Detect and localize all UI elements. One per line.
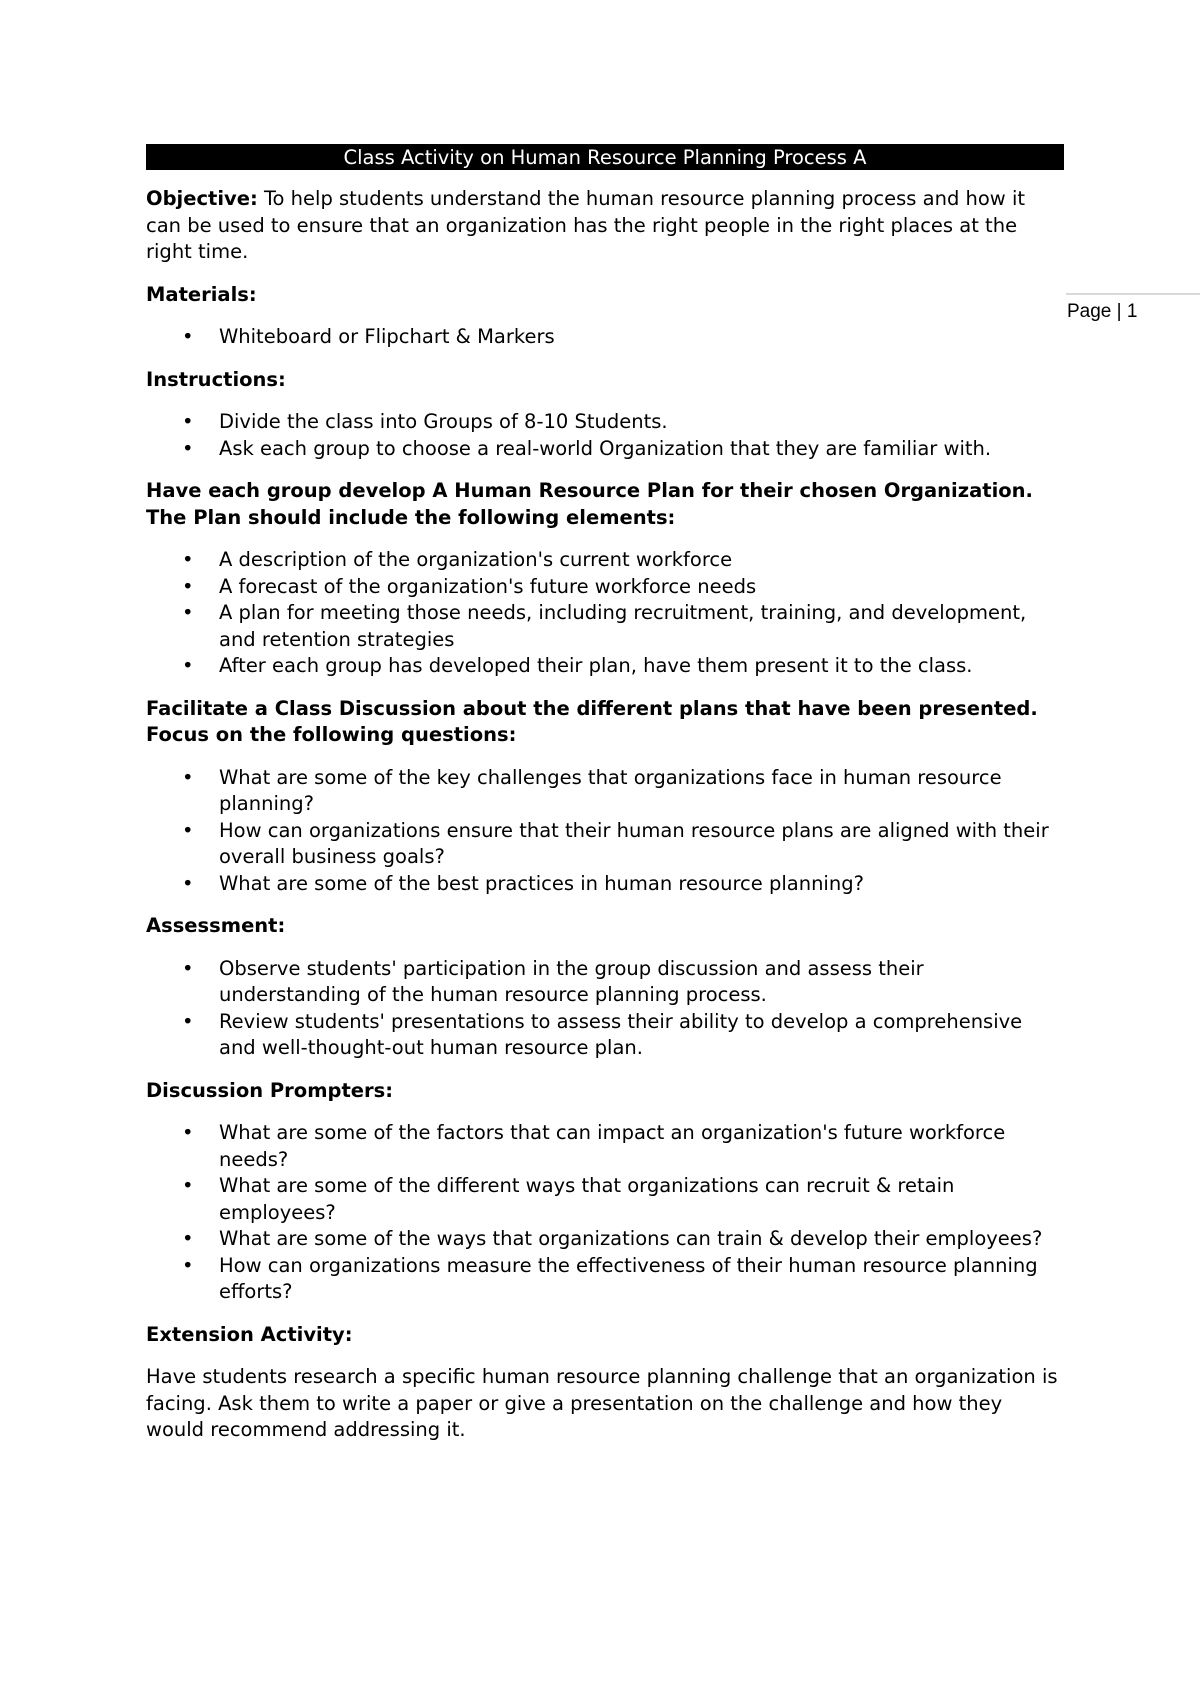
discussion-heading: Facilitate a Class Discussion about the different plans that have been presented. Focus on the following questions:	[146, 696, 1038, 746]
bullet-icon: •	[182, 410, 194, 433]
list-item	[146, 436, 1064, 463]
list-item-text: How can organizations measure the effectiveness of their human resource planning efforts?	[219, 1253, 1038, 1303]
discussion-list	[146, 765, 1064, 898]
extension-heading: Extension Activity:	[146, 1322, 353, 1346]
list-item-text: Divide the class into Groups of 8-10 Students.	[219, 410, 668, 433]
plan-list	[146, 547, 1064, 680]
list-item-text: A description of the organization's current workforce	[219, 548, 733, 571]
list-item-text: What are some of the ways that organizations can train & develop their employees?	[219, 1227, 1043, 1250]
bullet-icon: •	[182, 1121, 194, 1144]
bullet-icon: •	[182, 1227, 194, 1250]
materials-heading: Materials:	[146, 282, 257, 306]
list-item	[146, 574, 1064, 601]
instructions-list	[146, 409, 1064, 462]
bullet-icon: •	[182, 654, 194, 677]
list-item	[146, 1226, 1064, 1253]
list-item	[146, 324, 1064, 351]
list-item	[146, 956, 1064, 1009]
list-item-text: After each group has developed their plan, have them present it to the class.	[219, 654, 973, 677]
materials-list	[146, 324, 1064, 351]
bullet-icon: •	[182, 325, 194, 348]
list-item-text: A plan for meeting those needs, including recruitment, training, and development, and retention strategies	[219, 601, 1027, 651]
list-item	[146, 1009, 1064, 1062]
plan-heading: Have each group develop A Human Resource Plan for their chosen Organization. The Plan should include the following elements:	[146, 479, 1033, 529]
bullet-icon: •	[182, 956, 194, 980]
assessment-heading: Assessment:	[146, 914, 286, 937]
list-item-text: What are some of the factors that can impact an organization's future workforce needs?	[219, 1121, 1006, 1171]
document-body	[146, 144, 1064, 1460]
list-item-text: Whiteboard or Flipchart & Markers	[219, 325, 555, 348]
list-item	[146, 818, 1064, 871]
assessment-list	[146, 956, 1064, 1062]
list-item-text: What are some of the key challenges that organizations face in human resource planning?	[219, 765, 1002, 815]
list-item	[146, 653, 1064, 680]
objective-paragraph	[146, 186, 1064, 266]
list-item-text: How can organizations ensure that their human resource plans are aligned with their overall business goals?	[219, 818, 1049, 868]
list-item-text: Ask each group to choose a real-world Organization that they are familiar with.	[219, 436, 992, 460]
list-item	[146, 409, 1064, 436]
bullet-icon: •	[182, 548, 194, 571]
list-item	[146, 765, 1064, 818]
objective-label: Objective:	[146, 187, 258, 210]
list-item	[146, 600, 1064, 653]
bullet-icon: •	[182, 1253, 194, 1277]
list-item	[146, 871, 1064, 898]
list-item	[146, 1253, 1064, 1306]
bullet-icon: •	[182, 574, 194, 598]
bullet-icon: •	[182, 765, 194, 789]
bullet-icon: •	[182, 871, 194, 895]
document-title: Class Activity on Human Resource Planning Process A	[146, 144, 1064, 170]
list-item	[146, 1173, 1064, 1226]
page-number-rule	[1066, 293, 1200, 295]
bullet-icon: •	[182, 1174, 194, 1197]
bullet-icon: •	[182, 601, 194, 624]
extension-text: Have students research a specific human resource planning challenge that an organization is facing. Ask them to write a paper or give a presentation on the challenge and how they would recommend addressing it.	[146, 1365, 1058, 1441]
bullet-icon: •	[182, 436, 194, 460]
list-item-text: What are some of the different ways that organizations can recruit & retain employees?	[219, 1174, 955, 1224]
prompters-list	[146, 1120, 1064, 1306]
list-item	[146, 547, 1064, 574]
page-number: Page | 1	[1067, 301, 1138, 322]
list-item-text: What are some of the best practices in human resource planning?	[219, 871, 864, 895]
list-item	[146, 1120, 1064, 1173]
bullet-icon: •	[182, 1009, 194, 1033]
prompters-heading: Discussion Prompters:	[146, 1078, 394, 1102]
objective-text: To help students understand the human resource planning process and how it can be used to ensure that an organization has the right people in the right places at the right time.	[146, 187, 1026, 263]
list-item-text: A forecast of the organization's future workforce needs	[219, 574, 757, 598]
list-item-text: Observe students' participation in the group discussion and assess their understanding of the human resource planning process.	[219, 956, 924, 1006]
instructions-heading: Instructions:	[146, 367, 286, 391]
list-item-text: Review students' presentations to assess their ability to develop a comprehensive and well-thought-out human resource plan.	[219, 1009, 1023, 1059]
bullet-icon: •	[182, 818, 194, 842]
